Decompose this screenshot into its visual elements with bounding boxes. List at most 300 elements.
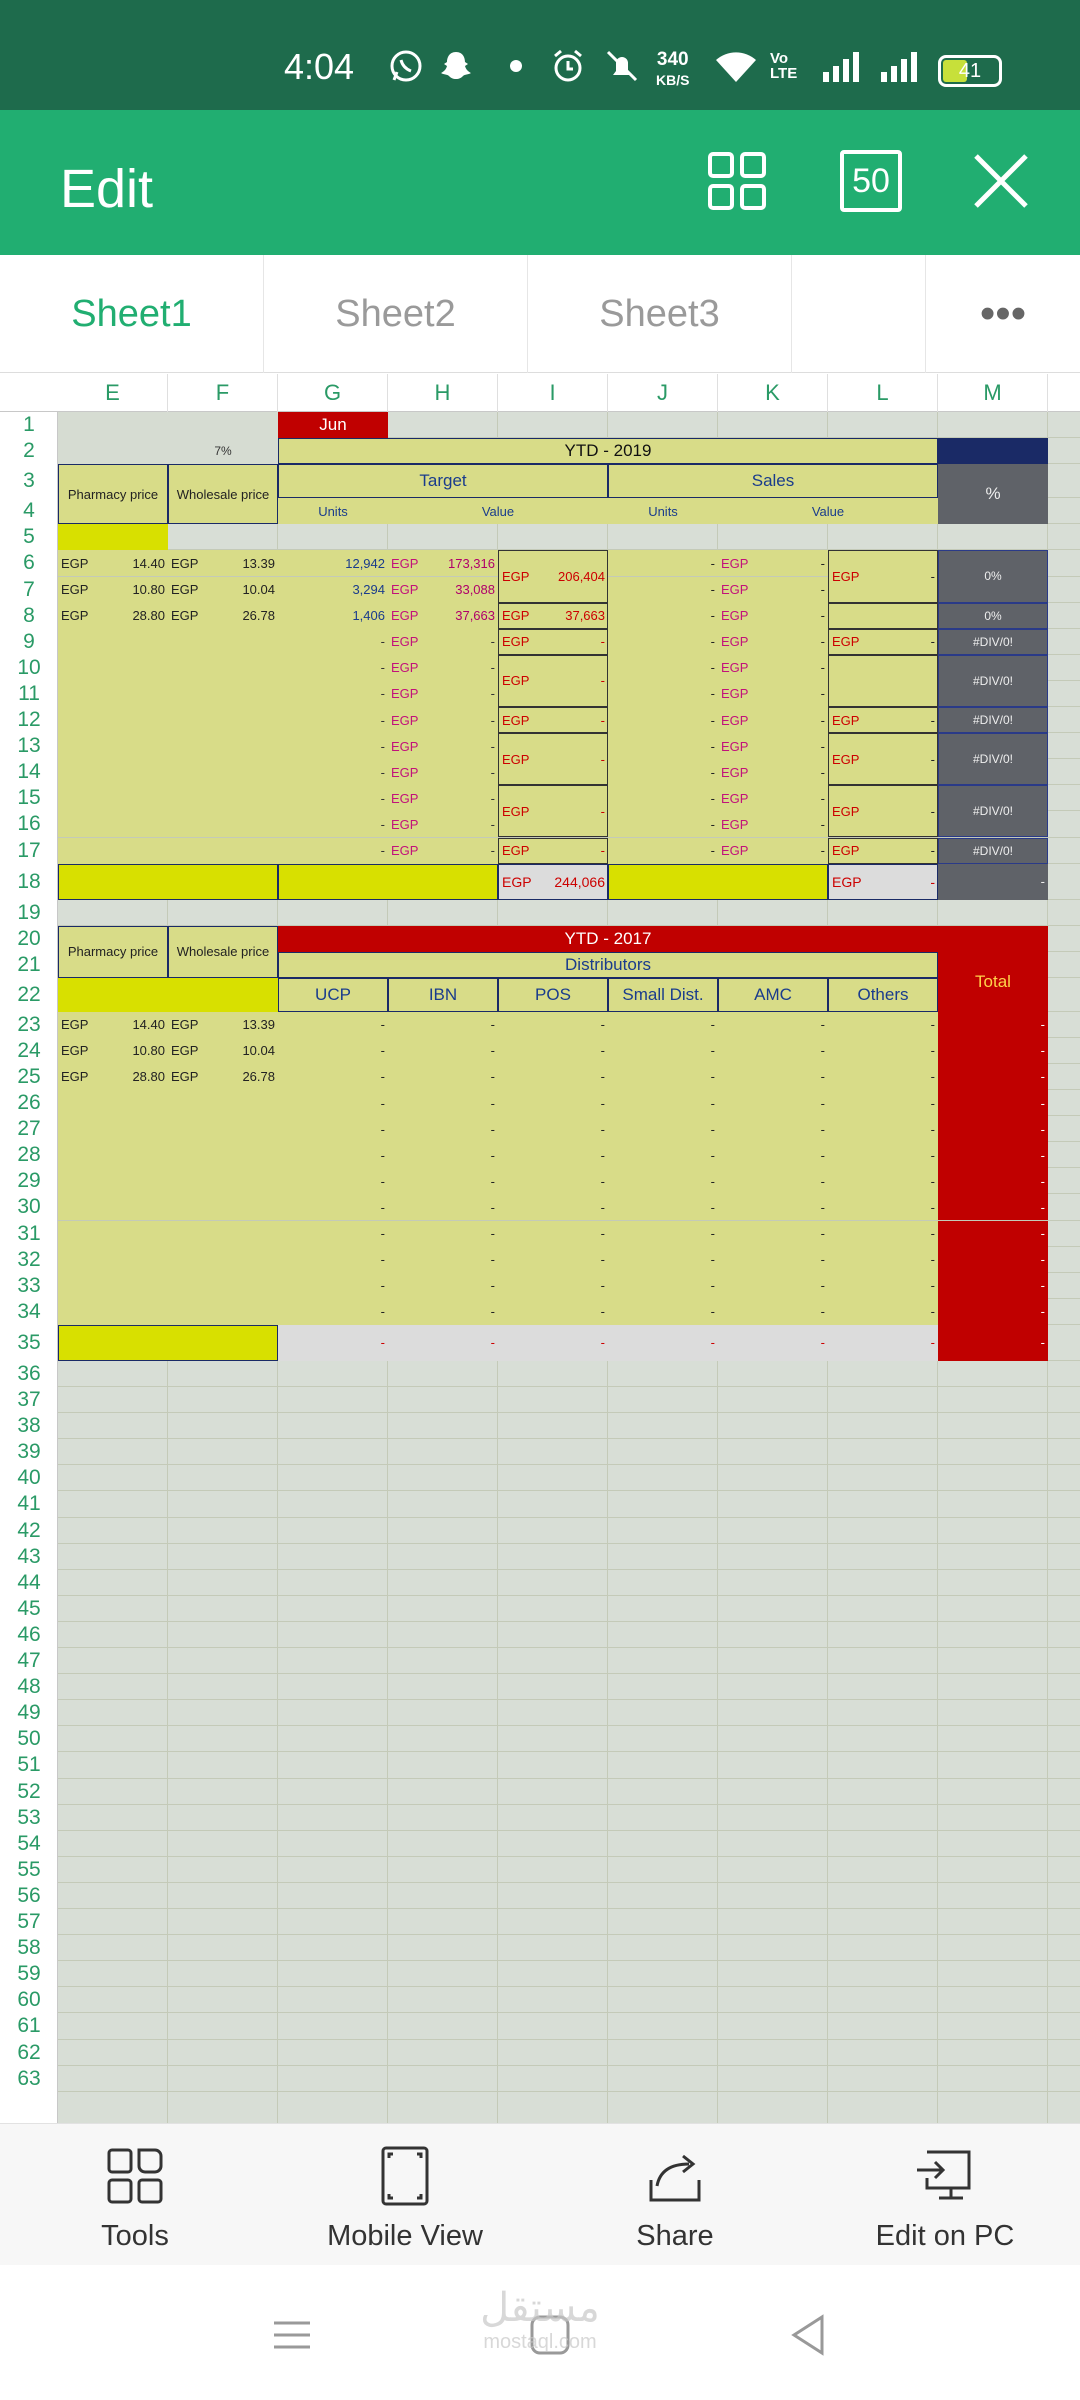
- row-header-36[interactable]: 36: [17, 1361, 41, 1385]
- cell-target-units[interactable]: 3,294: [278, 577, 388, 603]
- cell-egp-label[interactable]: EGP: [171, 1017, 199, 1033]
- cell-wholesale[interactable]: [168, 681, 278, 707]
- cell-sales-units[interactable]: -: [608, 759, 718, 785]
- cell-sales-units[interactable]: -: [608, 629, 718, 655]
- cell-dist-value[interactable]: -: [828, 1090, 938, 1116]
- row-header-37[interactable]: 37: [17, 1388, 41, 1412]
- cell-wholesale-price[interactable]: Wholesale price: [168, 464, 278, 524]
- cell-total-percent[interactable]: -: [938, 864, 1048, 900]
- cell-total-value-2[interactable]: -: [938, 1142, 1048, 1168]
- cell-dist-total[interactable]: -: [278, 1325, 388, 1361]
- cell-wholesale-2[interactable]: [168, 1090, 278, 1116]
- cell-grand-total[interactable]: -: [938, 1325, 1048, 1361]
- cell-bright-yellow-2[interactable]: [58, 978, 278, 1012]
- row-header-15[interactable]: 15: [17, 786, 41, 810]
- cell-target-value[interactable]: -: [490, 790, 495, 806]
- cell-dist-value[interactable]: -: [498, 1299, 608, 1325]
- cell-pharmacy-value[interactable]: 28.80: [132, 608, 165, 624]
- back-icon[interactable]: [786, 2313, 830, 2357]
- row-header-40[interactable]: 40: [17, 1466, 41, 1490]
- cell-target-units[interactable]: 12,942: [278, 550, 388, 576]
- close-icon[interactable]: [970, 150, 1032, 212]
- cell-pharmacy[interactable]: [58, 629, 168, 655]
- cell-dist-value[interactable]: -: [278, 1090, 388, 1116]
- cell-wholesale-2[interactable]: [168, 1168, 278, 1194]
- row-header-2[interactable]: 2: [23, 439, 35, 463]
- cell-dist-value[interactable]: -: [718, 1273, 828, 1299]
- cell-sales-units[interactable]: -: [608, 733, 718, 759]
- cell-ytd-2017[interactable]: YTD - 2017: [278, 926, 938, 952]
- tab-sheet1[interactable]: Sheet1: [0, 255, 264, 373]
- row-header-24[interactable]: 24: [17, 1038, 41, 1062]
- cell-total-yellow[interactable]: [58, 864, 278, 900]
- menu-icon[interactable]: [270, 2313, 314, 2357]
- row-header-63[interactable]: 63: [17, 2066, 41, 2090]
- cell-dist-value[interactable]: -: [498, 1038, 608, 1064]
- row-header-8[interactable]: 8: [23, 603, 35, 627]
- cell-egp-label[interactable]: EGP: [388, 707, 498, 733]
- cell-dist-value[interactable]: -: [498, 1247, 608, 1273]
- cell-total-value-2[interactable]: -: [938, 1064, 1048, 1090]
- column-header-M[interactable]: M: [938, 374, 1048, 412]
- row-header-6[interactable]: 6: [23, 551, 35, 575]
- row-header-17[interactable]: 17: [17, 838, 41, 862]
- cell-wholesale-2[interactable]: [168, 1194, 278, 1220]
- cell-dist-value[interactable]: -: [608, 1116, 718, 1142]
- cell-dist-value[interactable]: -: [608, 1194, 718, 1220]
- cell-dist-value[interactable]: -: [718, 1012, 828, 1038]
- cell-sales-group-amount[interactable]: -: [930, 712, 935, 728]
- cell-egp-label[interactable]: EGP: [61, 555, 89, 571]
- cell-pharmacy-2[interactable]: [58, 1194, 168, 1220]
- cell-sales-value[interactable]: -: [820, 816, 825, 832]
- mobile-view-button[interactable]: [270, 2124, 540, 2266]
- grid-view-icon[interactable]: [706, 150, 768, 212]
- cell-egp-label[interactable]: EGP: [388, 785, 498, 811]
- cell-dist-value[interactable]: -: [828, 1116, 938, 1142]
- row-header-33[interactable]: 33: [17, 1273, 41, 1297]
- cell-pharmacy-2[interactable]: [58, 1273, 168, 1299]
- cell-pharmacy[interactable]: [58, 707, 168, 733]
- cell-month[interactable]: Jun: [278, 412, 388, 438]
- cell-dist-value[interactable]: -: [718, 1142, 828, 1168]
- cell-pharmacy[interactable]: [58, 811, 168, 837]
- row-header-50[interactable]: 50: [17, 1727, 41, 1751]
- cell-target-value[interactable]: -: [490, 712, 495, 728]
- cell-wholesale[interactable]: [168, 707, 278, 733]
- cell-dist-value[interactable]: -: [278, 1168, 388, 1194]
- cell-target-units[interactable]: -: [278, 838, 388, 864]
- cell-dist-value[interactable]: -: [388, 1142, 498, 1168]
- row-header-46[interactable]: 46: [17, 1622, 41, 1646]
- cell-egp-label[interactable]: EGP: [388, 838, 498, 864]
- cell-target-units[interactable]: -: [278, 707, 388, 733]
- cell-dist-value[interactable]: -: [278, 1221, 388, 1247]
- cell-value-group[interactable]: EGP: [498, 838, 608, 864]
- row-header-43[interactable]: 43: [17, 1544, 41, 1568]
- cell-value-group-amount[interactable]: -: [600, 673, 605, 689]
- cell-egp-label[interactable]: EGP: [388, 577, 498, 603]
- cell-egp-label[interactable]: EGP: [718, 629, 828, 655]
- cell-total-value-2[interactable]: -: [938, 1247, 1048, 1273]
- cell-sales-value[interactable]: -: [820, 764, 825, 780]
- cell-dist-value[interactable]: -: [828, 1012, 938, 1038]
- cell-pharmacy-2[interactable]: [58, 1247, 168, 1273]
- column-header-I[interactable]: I: [498, 374, 608, 412]
- cell-dist-value[interactable]: -: [608, 1038, 718, 1064]
- cell-dist-value[interactable]: -: [278, 1194, 388, 1220]
- row-header-41[interactable]: 41: [17, 1492, 41, 1516]
- cell-dist-value[interactable]: -: [718, 1221, 828, 1247]
- cell-total-value-2[interactable]: -: [938, 1168, 1048, 1194]
- cell-value-group-amount[interactable]: -: [600, 803, 605, 819]
- cell-egp-label[interactable]: EGP: [171, 555, 199, 571]
- cell-egp-label[interactable]: EGP: [61, 1017, 89, 1033]
- cell-total-header[interactable]: Total: [938, 952, 1048, 1012]
- cell-target-value[interactable]: -: [490, 764, 495, 780]
- row-header-52[interactable]: 52: [17, 1779, 41, 1803]
- cell-sales-group[interactable]: EGP: [828, 785, 938, 837]
- column-header-J[interactable]: J: [608, 374, 718, 412]
- cell-dist-3[interactable]: Small Dist.: [608, 978, 718, 1012]
- cell-sales-units[interactable]: -: [608, 707, 718, 733]
- column-header-G[interactable]: G: [278, 374, 388, 412]
- row-header-13[interactable]: 13: [17, 734, 41, 758]
- row-header-57[interactable]: 57: [17, 1910, 41, 1934]
- cell-dist-value[interactable]: -: [498, 1142, 608, 1168]
- row-header-55[interactable]: 55: [17, 1857, 41, 1881]
- cell-egp-label[interactable]: EGP: [718, 603, 828, 629]
- row-header-11[interactable]: 11: [18, 681, 40, 705]
- row-header-16[interactable]: 16: [17, 812, 41, 836]
- cell-dist-value[interactable]: -: [388, 1299, 498, 1325]
- cell-value-group[interactable]: EGP: [498, 603, 608, 629]
- cell-egp-label[interactable]: EGP: [171, 608, 199, 624]
- cell-sales-units[interactable]: -: [608, 550, 718, 576]
- cell-egp-label[interactable]: EGP: [388, 733, 498, 759]
- row-header-5[interactable]: 5: [23, 525, 35, 549]
- cell-dist-value[interactable]: -: [828, 1142, 938, 1168]
- cell-dist-value[interactable]: -: [498, 1116, 608, 1142]
- row-header-28[interactable]: 28: [17, 1143, 41, 1167]
- row-header-44[interactable]: 44: [17, 1570, 41, 1594]
- cell-dist-value[interactable]: -: [388, 1038, 498, 1064]
- cell-total-value-2[interactable]: -: [938, 1038, 1048, 1064]
- cell-dist-total[interactable]: -: [388, 1325, 498, 1361]
- cell-target-units[interactable]: -: [278, 681, 388, 707]
- cell-dist-value[interactable]: -: [828, 1194, 938, 1220]
- cell-sales-value[interactable]: -: [820, 660, 825, 676]
- cell-ytd-edge[interactable]: [938, 438, 1048, 464]
- cell-wholesale-2[interactable]: [168, 1299, 278, 1325]
- cell-dist-value[interactable]: -: [718, 1299, 828, 1325]
- cell-egp-label[interactable]: EGP: [171, 1043, 199, 1059]
- cell-value-group[interactable]: EGP: [498, 629, 608, 655]
- cell-ytd-2017-edge[interactable]: [938, 926, 1048, 952]
- cell-egp-label[interactable]: EGP: [388, 603, 498, 629]
- cell-pharmacy[interactable]: [58, 785, 168, 811]
- cell-dist-value[interactable]: -: [388, 1064, 498, 1090]
- row-header-1[interactable]: 1: [23, 413, 35, 437]
- cell-egp-label[interactable]: EGP: [61, 582, 89, 598]
- cell-sales-units[interactable]: -: [608, 811, 718, 837]
- row-header-60[interactable]: 60: [17, 1988, 41, 2012]
- row-header-47[interactable]: 47: [17, 1649, 41, 1673]
- cell-sales-group-amount[interactable]: -: [930, 843, 935, 859]
- cell-dist-value[interactable]: -: [278, 1247, 388, 1273]
- cell-pharmacy-value-2[interactable]: 10.80: [132, 1043, 165, 1059]
- cell-target-units[interactable]: -: [278, 655, 388, 681]
- cell-dist-total[interactable]: -: [828, 1325, 938, 1361]
- row-header-9[interactable]: 9: [23, 629, 35, 653]
- cell-egp-label[interactable]: EGP: [498, 864, 608, 900]
- row-header-26[interactable]: 26: [17, 1091, 41, 1115]
- cell-sales-units[interactable]: -: [608, 655, 718, 681]
- cell-sales-units[interactable]: Units: [608, 498, 718, 524]
- cell-value-group-amount[interactable]: 206,404: [558, 568, 605, 584]
- toolbar-title[interactable]: Edit: [60, 159, 154, 219]
- cell-wholesale[interactable]: [168, 629, 278, 655]
- cell-sales-value[interactable]: -: [820, 608, 825, 624]
- cell-total-value-2[interactable]: -: [938, 1221, 1048, 1247]
- cell-wholesale-2[interactable]: [168, 1247, 278, 1273]
- cell-sales-group-amount[interactable]: -: [930, 634, 935, 650]
- row-header-25[interactable]: 25: [17, 1064, 41, 1088]
- cell-target-units[interactable]: -: [278, 785, 388, 811]
- column-header-H[interactable]: H: [388, 374, 498, 412]
- cell-value-group[interactable]: EGP: [498, 733, 608, 785]
- cell-dist-value[interactable]: -: [828, 1299, 938, 1325]
- cell-pharmacy-2[interactable]: [58, 1090, 168, 1116]
- cell-dist-value[interactable]: -: [498, 1012, 608, 1038]
- cell-sales-group[interactable]: [828, 655, 938, 707]
- spreadsheet-grid[interactable]: [0, 374, 1080, 2123]
- cell-percent-value[interactable]: #DIV/0!: [938, 733, 1048, 785]
- cell-target-units[interactable]: -: [278, 759, 388, 785]
- cell-sales-value[interactable]: -: [820, 582, 825, 598]
- cell-dist-value[interactable]: -: [718, 1038, 828, 1064]
- cell-sales-group[interactable]: EGP: [828, 838, 938, 864]
- cell-value-group[interactable]: EGP: [498, 550, 608, 602]
- column-header-K[interactable]: K: [718, 374, 828, 412]
- cell-percent-value[interactable]: #DIV/0!: [938, 629, 1048, 655]
- cell-total-value-2[interactable]: -: [938, 1273, 1048, 1299]
- row-header-56[interactable]: 56: [17, 1883, 41, 1907]
- row-header-27[interactable]: 27: [17, 1117, 41, 1141]
- cell-egp-label[interactable]: EGP: [388, 550, 498, 576]
- cell-pharmacy-price-2[interactable]: Pharmacy price: [58, 926, 168, 978]
- cell-egp-label[interactable]: EGP: [388, 655, 498, 681]
- cell-target-value[interactable]: -: [490, 843, 495, 859]
- cell-percent-value[interactable]: #DIV/0!: [938, 655, 1048, 707]
- cell-total-yellow-2[interactable]: [58, 1325, 278, 1361]
- row-header-39[interactable]: 39: [17, 1440, 41, 1464]
- cell-dist-value[interactable]: -: [718, 1194, 828, 1220]
- cell-value-group[interactable]: EGP: [498, 655, 608, 707]
- cell-dist-total[interactable]: -: [498, 1325, 608, 1361]
- cell-dist-value[interactable]: -: [718, 1247, 828, 1273]
- cell-sales-group-amount[interactable]: -: [930, 751, 935, 767]
- more-tabs-icon[interactable]: •••: [925, 255, 1080, 373]
- cell-egp-label[interactable]: EGP: [718, 707, 828, 733]
- cell-egp-label[interactable]: EGP: [718, 550, 828, 576]
- cell-sales-group[interactable]: EGP: [828, 707, 938, 733]
- cell-dist-value[interactable]: -: [278, 1116, 388, 1142]
- cell-percent-value[interactable]: 0%: [938, 550, 1048, 602]
- cell-total-sales[interactable]: -: [930, 873, 935, 890]
- cell-egp-label[interactable]: EGP: [828, 864, 938, 900]
- cell-egp-label[interactable]: EGP: [171, 582, 199, 598]
- cell-pharmacy-2[interactable]: [58, 1221, 168, 1247]
- cell-pharmacy-price[interactable]: Pharmacy price: [58, 464, 168, 524]
- cell-value-group[interactable]: EGP: [498, 785, 608, 837]
- row-header-20[interactable]: 20: [17, 926, 41, 950]
- cell-egp-label[interactable]: EGP: [718, 681, 828, 707]
- cell-dist-value[interactable]: -: [828, 1168, 938, 1194]
- row-header-54[interactable]: 54: [17, 1831, 41, 1855]
- cell-sales-units[interactable]: -: [608, 577, 718, 603]
- cell-dist-value[interactable]: -: [278, 1273, 388, 1299]
- cell-pharmacy-value[interactable]: 10.80: [132, 582, 165, 598]
- cell-dist-value[interactable]: -: [828, 1064, 938, 1090]
- cell-area[interactable]: [58, 412, 1080, 2123]
- cell-target-units[interactable]: -: [278, 733, 388, 759]
- cell-sales-group[interactable]: EGP: [828, 550, 938, 602]
- cell-sales-value[interactable]: -: [820, 555, 825, 571]
- row-header-61[interactable]: 61: [17, 2014, 41, 2038]
- cell-sales-value[interactable]: Value: [718, 498, 938, 524]
- cell-target-units[interactable]: -: [278, 629, 388, 655]
- cell-dist-value[interactable]: -: [608, 1221, 718, 1247]
- cell-dist-value[interactable]: -: [278, 1142, 388, 1168]
- cell-target-value[interactable]: -: [490, 816, 495, 832]
- cell-value-group-amount[interactable]: -: [600, 843, 605, 859]
- cell-dist-value[interactable]: -: [388, 1116, 498, 1142]
- zoom-button[interactable]: 50: [840, 150, 902, 212]
- cell-dist-value[interactable]: -: [498, 1090, 608, 1116]
- column-header-E[interactable]: E: [58, 374, 168, 412]
- cell-dist-value[interactable]: -: [608, 1168, 718, 1194]
- cell-dist-value[interactable]: -: [718, 1090, 828, 1116]
- cell-sales-units[interactable]: -: [608, 785, 718, 811]
- cell-dist-value[interactable]: -: [718, 1168, 828, 1194]
- cell-egp-label[interactable]: EGP: [61, 1043, 89, 1059]
- cell-wholesale-value[interactable]: 13.39: [242, 555, 275, 571]
- edit-on-pc-button[interactable]: [810, 2124, 1080, 2266]
- row-header-62[interactable]: 62: [17, 2040, 41, 2064]
- cell-dist-value[interactable]: -: [388, 1247, 498, 1273]
- cell-egp-label[interactable]: EGP: [388, 811, 498, 837]
- row-header-29[interactable]: 29: [17, 1169, 41, 1193]
- cell-value-group[interactable]: EGP: [498, 707, 608, 733]
- cell-target-units[interactable]: -: [278, 811, 388, 837]
- cell-dist-total[interactable]: -: [718, 1325, 828, 1361]
- cell-wholesale[interactable]: [168, 733, 278, 759]
- cell-wholesale-2[interactable]: [168, 1221, 278, 1247]
- cell-percent-value[interactable]: #DIV/0!: [938, 785, 1048, 837]
- cell-egp-label[interactable]: EGP: [718, 785, 828, 811]
- cell-value-group-amount[interactable]: -: [600, 712, 605, 728]
- row-header-42[interactable]: 42: [17, 1518, 41, 1542]
- row-header-21[interactable]: 21: [17, 952, 41, 976]
- cell-pharmacy-value-2[interactable]: 28.80: [132, 1069, 165, 1085]
- row-header-19[interactable]: 19: [17, 900, 41, 924]
- cell-sales-value[interactable]: -: [820, 790, 825, 806]
- cell-dist-5[interactable]: Others: [828, 978, 938, 1012]
- cell-sales[interactable]: Sales: [608, 464, 938, 498]
- cell-pharmacy[interactable]: [58, 681, 168, 707]
- cell-dist-value[interactable]: -: [498, 1273, 608, 1299]
- cell-dist-value[interactable]: -: [278, 1064, 388, 1090]
- cell-value-group-amount[interactable]: -: [600, 751, 605, 767]
- cell-bright-yellow[interactable]: [58, 524, 168, 550]
- row-header-14[interactable]: 14: [17, 760, 41, 784]
- cell-pharmacy-2[interactable]: [58, 1299, 168, 1325]
- cell-wholesale[interactable]: [168, 838, 278, 864]
- cell-pharmacy-2[interactable]: [58, 1168, 168, 1194]
- cell-dist-value[interactable]: -: [388, 1194, 498, 1220]
- cell-dist-value[interactable]: -: [498, 1064, 608, 1090]
- cell-sales-value[interactable]: -: [820, 686, 825, 702]
- cell-dist-value[interactable]: -: [388, 1168, 498, 1194]
- cell-egp-label[interactable]: EGP: [61, 608, 89, 624]
- cell-dist-value[interactable]: -: [608, 1064, 718, 1090]
- column-header-L[interactable]: L: [828, 374, 938, 412]
- cell-target-value[interactable]: 173,316: [448, 555, 495, 571]
- row-header-12[interactable]: 12: [17, 708, 41, 732]
- row-header-49[interactable]: 49: [17, 1701, 41, 1725]
- cell-target[interactable]: Target: [278, 464, 608, 498]
- cell-dist-value[interactable]: -: [828, 1221, 938, 1247]
- cell-dist-value[interactable]: -: [608, 1273, 718, 1299]
- cell-total-yellow[interactable]: [608, 864, 828, 900]
- cell-wholesale-value[interactable]: 10.04: [242, 582, 275, 598]
- cell-target-value[interactable]: -: [490, 738, 495, 754]
- cell-wholesale[interactable]: [168, 785, 278, 811]
- cell-egp-label[interactable]: EGP: [388, 629, 498, 655]
- cell-dist-1[interactable]: IBN: [388, 978, 498, 1012]
- cell-sales-units[interactable]: -: [608, 838, 718, 864]
- cell-wholesale[interactable]: [168, 759, 278, 785]
- cell-dist-value[interactable]: -: [608, 1142, 718, 1168]
- cell-dist-value[interactable]: -: [388, 1012, 498, 1038]
- cell-target-value[interactable]: -: [490, 660, 495, 676]
- cell-dist-0[interactable]: UCP: [278, 978, 388, 1012]
- cell-dist-value[interactable]: -: [828, 1247, 938, 1273]
- row-header-10[interactable]: 10: [17, 655, 41, 679]
- row-header-45[interactable]: 45: [17, 1596, 41, 1620]
- row-header-22[interactable]: 22: [17, 982, 41, 1006]
- cell-dist-value[interactable]: -: [278, 1012, 388, 1038]
- cell-sales-group-amount[interactable]: -: [930, 803, 935, 819]
- cell-dist-value[interactable]: -: [498, 1221, 608, 1247]
- cell-target-units[interactable]: 1,406: [278, 603, 388, 629]
- cell-egp-label[interactable]: EGP: [388, 759, 498, 785]
- row-header-35[interactable]: 35: [17, 1330, 41, 1354]
- cell-target-value[interactable]: -: [490, 686, 495, 702]
- cell-dist-value[interactable]: -: [278, 1299, 388, 1325]
- row-header-23[interactable]: 23: [17, 1012, 41, 1036]
- cell-target-units[interactable]: Units: [278, 498, 388, 524]
- row-header-58[interactable]: 58: [17, 1936, 41, 1960]
- cell-sales-value[interactable]: -: [820, 712, 825, 728]
- cell-wholesale-2[interactable]: [168, 1116, 278, 1142]
- cell-egp-label[interactable]: EGP: [718, 733, 828, 759]
- cell-dist-value[interactable]: -: [718, 1064, 828, 1090]
- cell-target-value[interactable]: 33,088: [455, 582, 495, 598]
- row-header-51[interactable]: 51: [17, 1753, 41, 1777]
- cell-egp-label[interactable]: EGP: [61, 1069, 89, 1085]
